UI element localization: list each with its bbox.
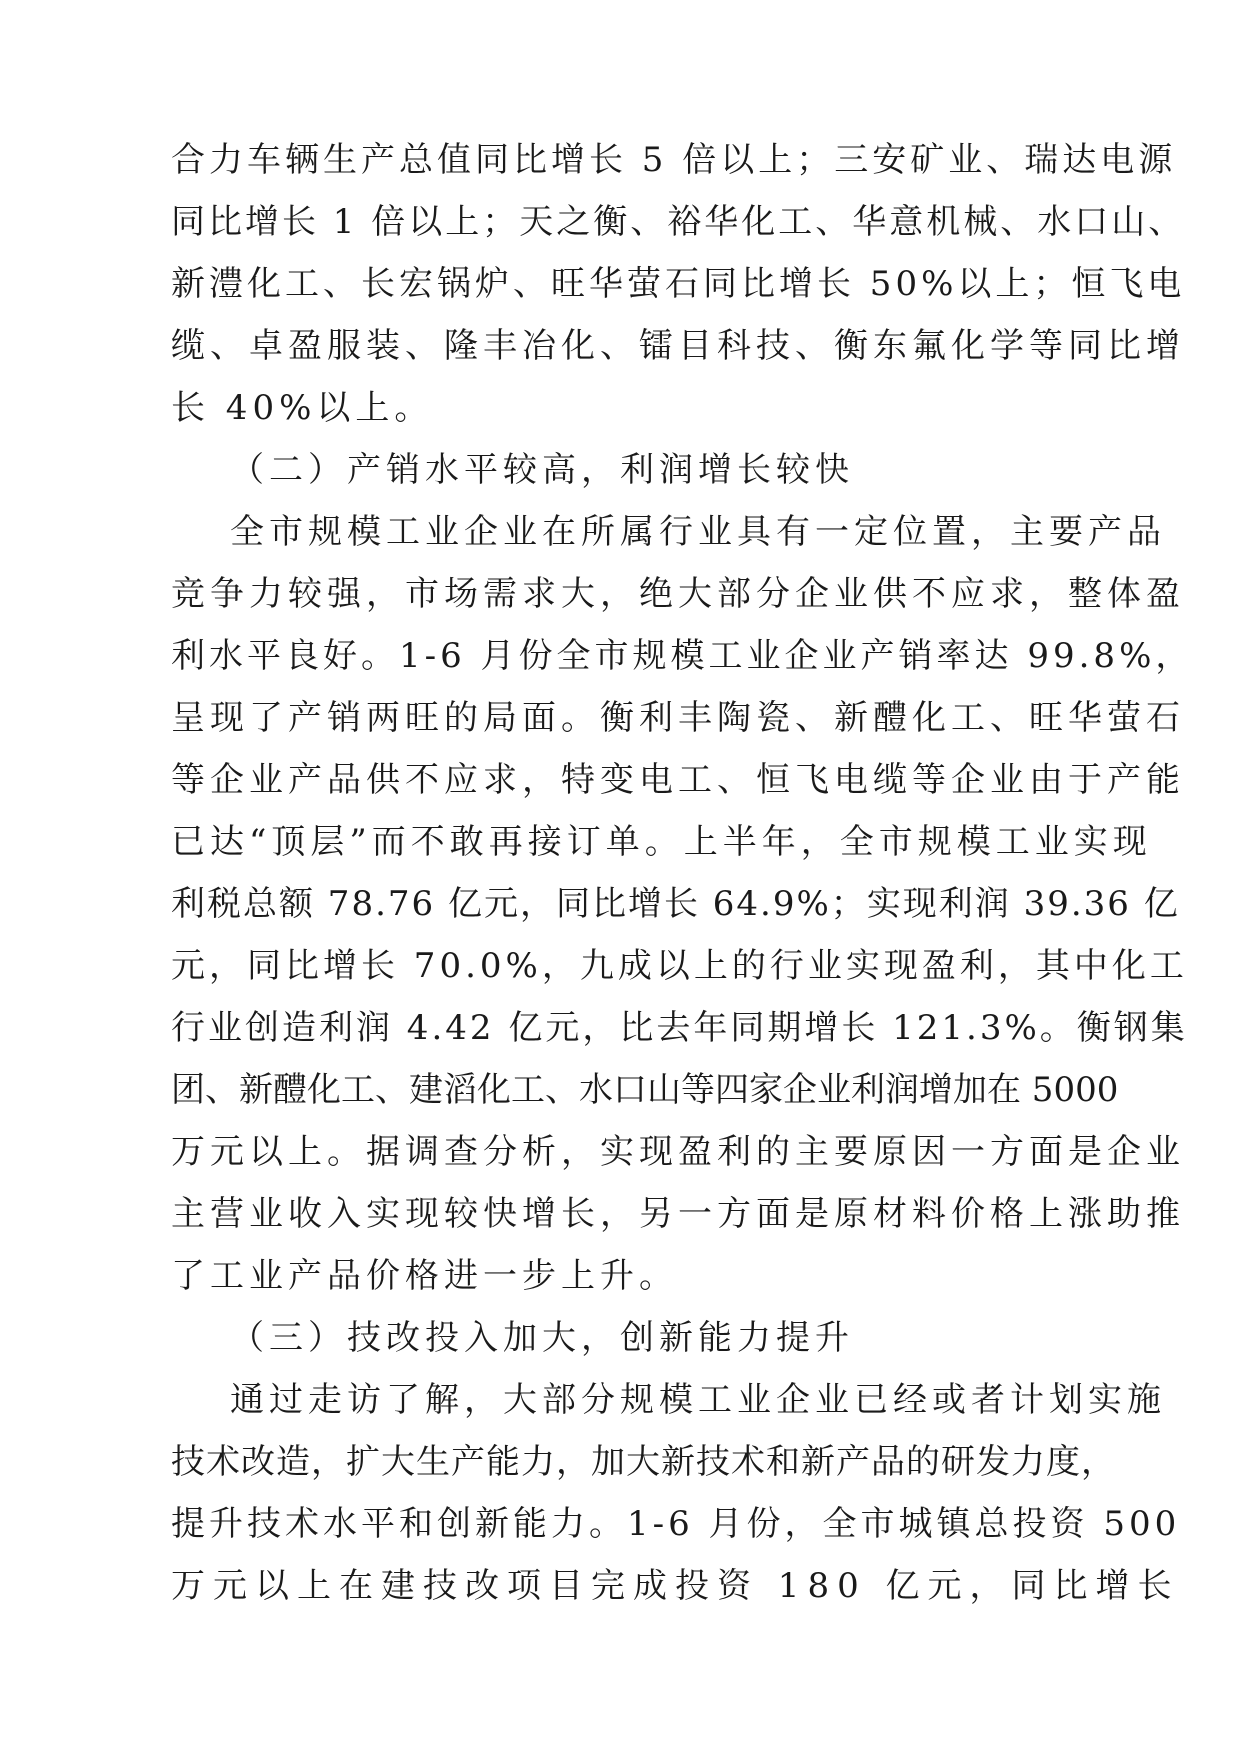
text-line: 行业创造利润 4.42 亿元，比去年同期增长 121.3%。衡钢集 (171, 1008, 1188, 1048)
text-line: 利水平良好。1-6 月份全市规模工业企业产销率达 99.8%， (171, 636, 1194, 676)
text-line: 已达“顶层”而不敢再接订单。上半年，全市规模工业实现 (171, 822, 1152, 862)
text-line: 主营业收入实现较快增长，另一方面是原材料价格上涨助推 (171, 1194, 1185, 1234)
text-line: 合力车辆生产总值同比增长 5 倍以上；三安矿业、瑞达电源 (171, 140, 1177, 180)
text-line: 技术改造，扩大生产能力，加大新技术和新产品的研发力度， (171, 1442, 1116, 1482)
text-line: 等企业产品供不应求，特变电工、恒飞电缆等企业由于产能 (171, 760, 1185, 800)
text-line: 竞争力较强，市场需求大，绝大部分企业供不应求，整体盈 (171, 574, 1185, 614)
text-line: 缆、卓盈服装、隆丰冶化、镭目科技、衡东氟化学等同比增 (171, 326, 1185, 366)
text-line: 呈现了产销两旺的局面。衡利丰陶瓷、新醴化工、旺华萤石 (171, 698, 1185, 738)
text-line: 团、新醴化工、建滔化工、水口山等四家企业利润增加在 5000 (171, 1070, 1119, 1110)
text-line: 利税总额 78.76 亿元，同比增长 64.9%；实现利润 39.36 亿 (171, 884, 1180, 924)
text-line: 长 40%以上。 (171, 388, 434, 428)
text-line: 同比增长 1 倍以上；天之衡、裕华化工、华意机械、水口山、 (171, 202, 1186, 242)
text-line: 万元以上。据调查分析，实现盈利的主要原因一方面是企业 (171, 1132, 1185, 1172)
text-line: 元，同比增长 70.0%，九成以上的行业实现盈利，其中化工 (171, 946, 1188, 986)
text-line: 新澧化工、长宏锅炉、旺华萤石同比增长 50%以上；恒飞电 (171, 264, 1186, 304)
text-line: 通过走访了解，大部分规模工业企业已经或者计划实施 (230, 1380, 1166, 1420)
text-line: 提升技术水平和创新能力。1-6 月份，全市城镇总投资 500 (171, 1504, 1181, 1544)
text-line: 了工业产品价格进一步上升。 (171, 1256, 678, 1296)
section-heading: （二）产销水平较高，利润增长较快 (230, 450, 854, 490)
text-line: 万元以上在建技改项目完成投资 180 亿元，同比增长 (171, 1566, 1180, 1606)
text-line: 全市规模工业企业在所属行业具有一定位置，主要产品 (230, 512, 1166, 552)
section-heading: （三）技改投入加大，创新能力提升 (230, 1318, 854, 1358)
